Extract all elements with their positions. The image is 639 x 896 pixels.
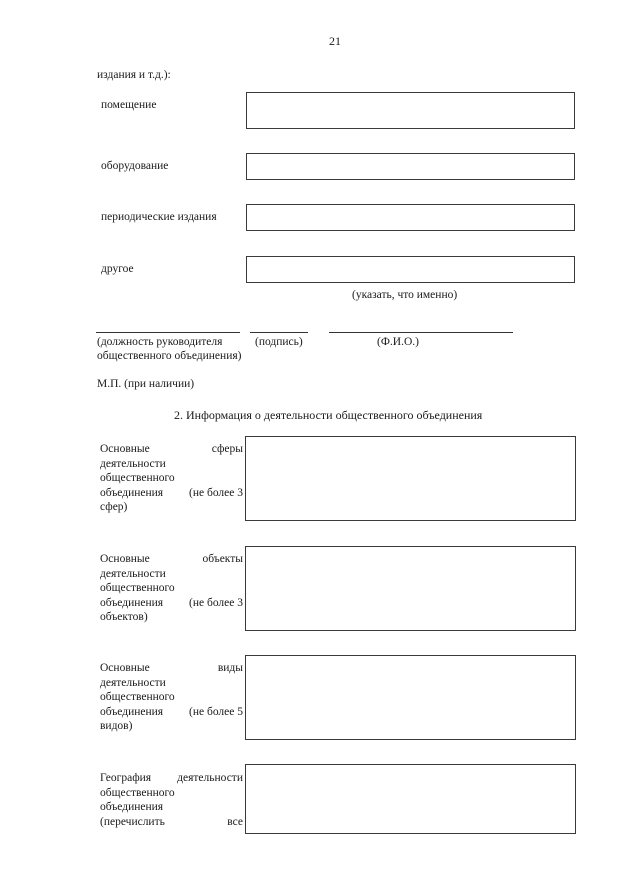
position-caption-1: (должность руководителя — [97, 336, 223, 348]
kinds-label: Основные виды деятельности общественного объединения (не более 5 видов) — [100, 662, 243, 732]
name-caption: (Ф.И.О.) — [377, 336, 419, 348]
other-field[interactable] — [246, 256, 575, 283]
signature-line[interactable] — [250, 332, 308, 333]
stamp-note: М.П. (при наличии) — [97, 378, 195, 390]
equipment-field[interactable] — [246, 153, 575, 180]
position-line[interactable] — [96, 332, 240, 333]
intro-text: издания и т.д.): — [97, 69, 171, 81]
resource-label-equipment: оборудование — [101, 160, 169, 172]
spheres-field[interactable] — [245, 436, 576, 521]
resource-label-other: другое — [101, 263, 134, 275]
geography-field[interactable] — [245, 764, 576, 834]
section-2-title: 2. Информация о деятельности общественного объединения — [174, 408, 483, 422]
geography-label: География деятельности общественного объединения (перечислить все — [100, 772, 243, 828]
objects-field[interactable] — [245, 546, 576, 631]
premises-field[interactable] — [246, 92, 575, 129]
position-caption-2: общественного объединения) — [97, 350, 242, 362]
periodicals-field[interactable] — [246, 204, 575, 231]
signature-caption: (подпись) — [255, 336, 303, 348]
spheres-label: Основные сферы деятельности общественного объединения (не более 3 сфер) — [100, 443, 243, 513]
kinds-field[interactable] — [245, 655, 576, 740]
page-number: 21 — [329, 34, 341, 48]
specify-hint: (указать, что именно) — [352, 289, 458, 301]
resource-label-premises: помещение — [101, 99, 157, 111]
objects-label: Основные объекты деятельности общественного объединения (не более 3 объектов) — [100, 553, 243, 623]
name-line[interactable] — [329, 332, 513, 333]
resource-label-periodicals: периодические издания — [101, 211, 217, 223]
